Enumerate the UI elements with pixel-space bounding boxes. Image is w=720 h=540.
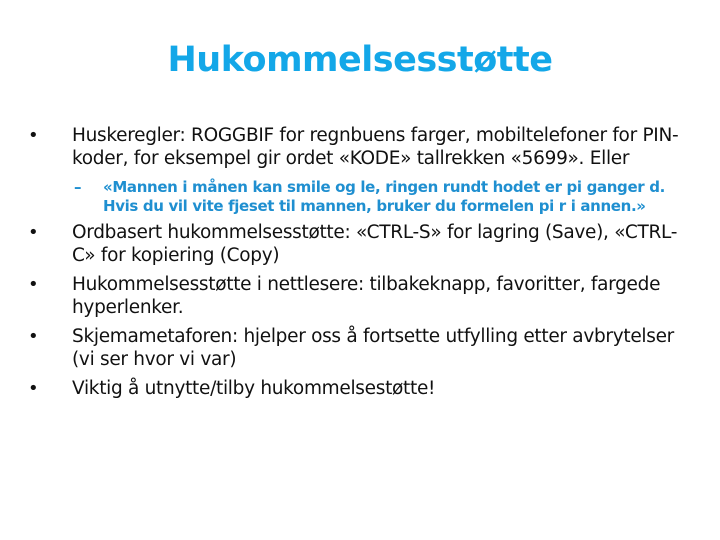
bullet-item (28, 378, 698, 401)
bullet-marker: • (28, 125, 39, 146)
bullet-marker: • (28, 378, 39, 399)
slide-content (28, 125, 698, 408)
bullet-item (28, 326, 698, 371)
bullet-item (28, 125, 698, 215)
sub-bullet-item (74, 178, 698, 215)
bullet-marker: • (28, 274, 39, 295)
bullet-item (28, 222, 698, 267)
sub-bullet-marker: – (74, 178, 82, 196)
bullet-text: Viktig å utnytte/tilby hukommelsestøtte! (72, 378, 436, 399)
bullet-marker: • (28, 326, 39, 347)
sub-bullet-list (72, 178, 698, 215)
bullet-item (28, 274, 698, 319)
bullet-text: Hukommelsesstøtte i nettlesere: tilbakeknapp, favoritter, fargede hyperlenker. (72, 274, 661, 318)
bullet-text: Ordbasert hukommelsesstøtte: «CTRL-S» for lagring (Save), «CTRL-C» for kopiering (Copy) (72, 222, 678, 266)
slide-title: Hukommelsesstøtte (167, 40, 553, 80)
bullet-list (28, 125, 698, 401)
bullet-marker: • (28, 222, 39, 243)
bullet-text: Skjemametaforen: hjelper oss å fortsette utfylling etter avbrytelser (vi ser hvor vi var) (72, 326, 674, 370)
sub-bullet-text: «Mannen i månen kan smile og le, ringen rundt hodet er pi ganger d. Hvis du vil vite fjeset til mannen, bruker du formelen pi r i annen.» (103, 178, 665, 215)
bullet-text: Huskeregler: ROGGBIF for regnbuens farger, mobiltelefoner for PIN-koder, for eksempel gir ordet «KODE» tallrekken «5699». Eller (72, 125, 679, 169)
